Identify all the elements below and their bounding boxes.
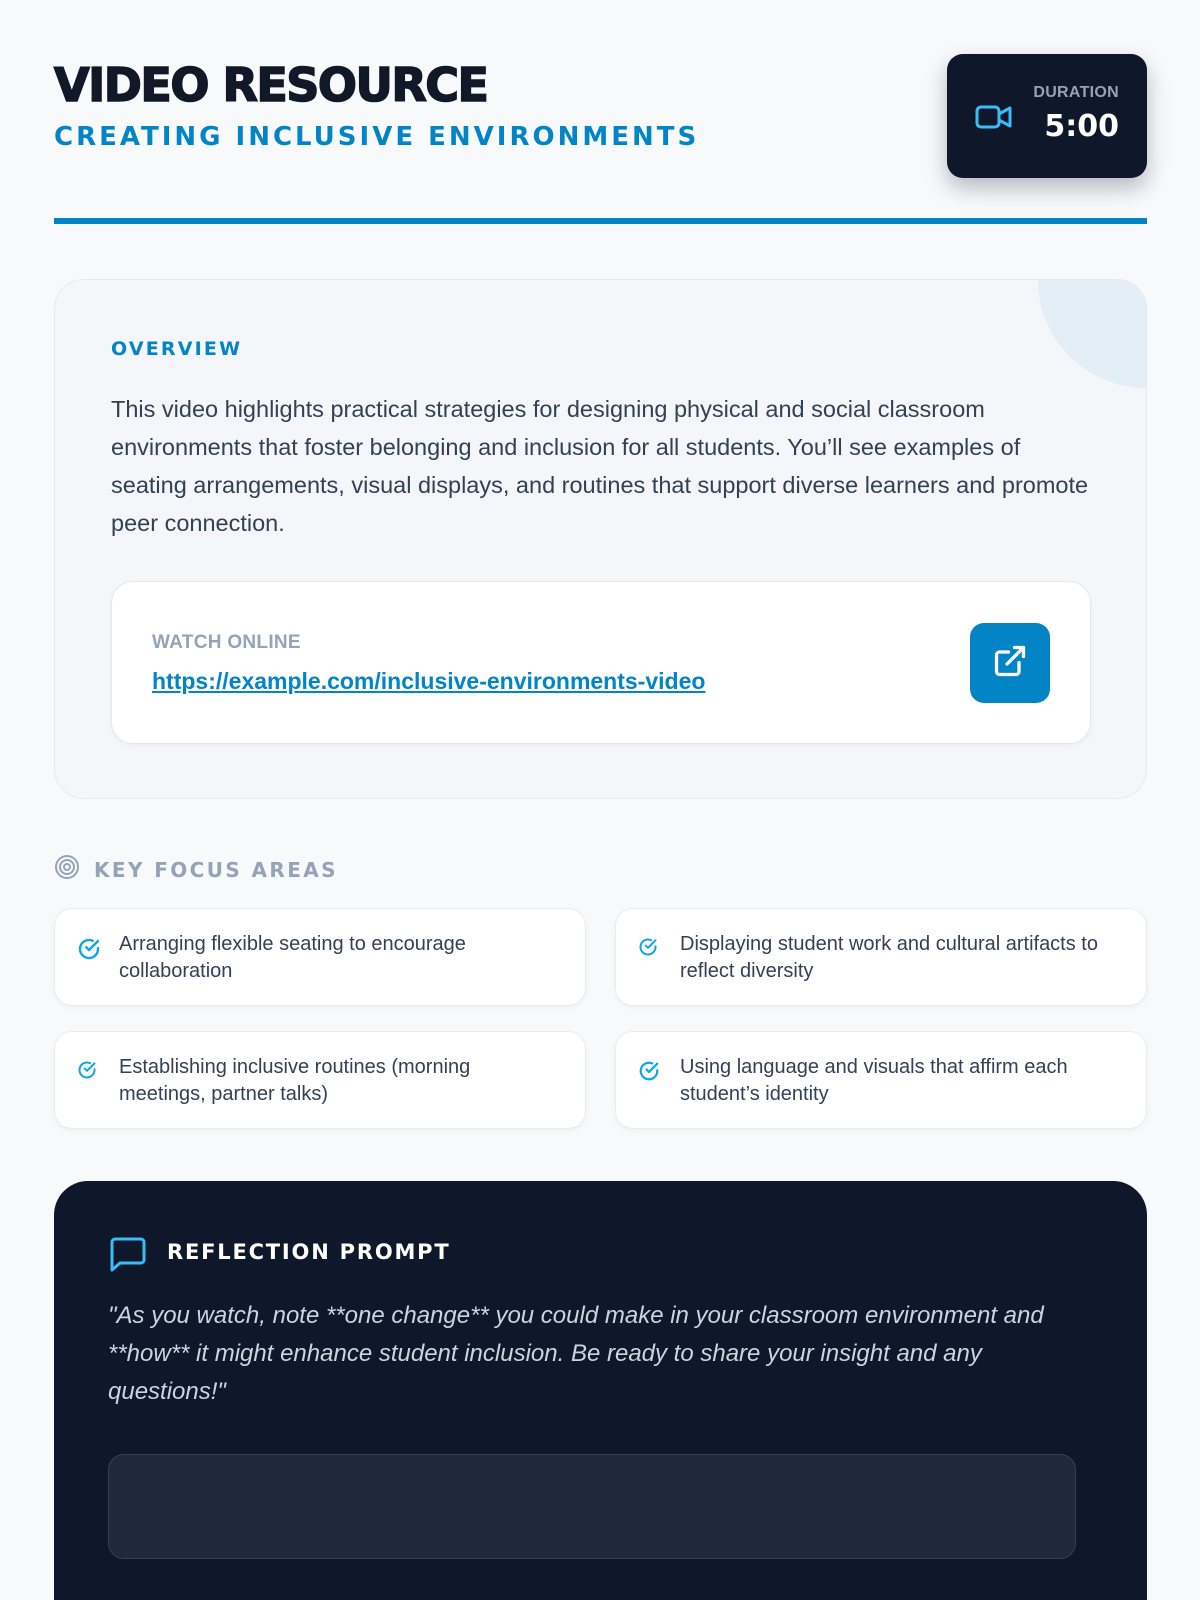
key-focus-heading-text: KEY FOCUS AREAS bbox=[94, 857, 338, 882]
focus-item bbox=[615, 908, 1147, 1006]
duration-label: DURATION bbox=[1033, 84, 1119, 101]
watch-online-label: WATCH ONLINE bbox=[152, 632, 301, 653]
watch-online-box bbox=[111, 581, 1091, 744]
focus-item bbox=[54, 1031, 586, 1129]
page-title: VIDEO RESOURCE bbox=[54, 58, 488, 112]
check-circle-icon bbox=[77, 937, 101, 966]
page bbox=[54, 0, 1147, 1600]
video-link[interactable]: https://example.com/inclusive-environments-video bbox=[152, 668, 706, 694]
header-divider bbox=[54, 218, 1147, 224]
focus-item-text: Arranging flexible seating to encourage collaboration bbox=[119, 933, 466, 982]
open-link-button[interactable] bbox=[970, 623, 1050, 703]
check-circle-icon bbox=[638, 937, 658, 962]
decorative-corner bbox=[1038, 279, 1147, 388]
external-link-icon bbox=[992, 643, 1028, 684]
target-icon bbox=[54, 854, 80, 885]
focus-item bbox=[54, 908, 586, 1006]
reflection-heading: REFLECTION PROMPT bbox=[167, 1240, 451, 1264]
header bbox=[54, 54, 1147, 178]
overview-heading: OVERVIEW bbox=[111, 338, 243, 360]
focus-item-text: Displaying student work and cultural artifacts to reflect diversity bbox=[680, 933, 1098, 982]
check-circle-icon bbox=[638, 1060, 660, 1087]
video-camera-icon bbox=[975, 104, 1013, 135]
overview-card bbox=[54, 279, 1147, 799]
focus-item bbox=[615, 1031, 1147, 1129]
reflection-prompt: "As you watch, note **one change** you could make in your classroom environment and **how** it might enhance student inclusion. Be ready to share your insight and any questions!" bbox=[108, 1302, 1044, 1405]
message-square-icon bbox=[108, 1237, 148, 1278]
key-focus-heading bbox=[54, 854, 338, 885]
overview-body: This video highlights practical strategies for designing physical and social classroom environments that foster belonging and inclusion for all students. You’ll see examples of seating arrangements, visual displays, and routines that support diverse learners and promote peer connection. bbox=[111, 396, 1089, 536]
duration-value: 5:00 bbox=[1044, 109, 1119, 144]
reflection-answer-input[interactable] bbox=[108, 1454, 1076, 1559]
duration-badge bbox=[947, 54, 1147, 178]
page-subtitle: CREATING INCLUSIVE ENVIRONMENTS bbox=[54, 122, 700, 152]
reflection-card bbox=[54, 1181, 1147, 1600]
focus-item-text: Establishing inclusive routines (morning meetings, partner talks) bbox=[119, 1056, 471, 1105]
focus-item-text: Using language and visuals that affirm each student’s identity bbox=[680, 1056, 1068, 1105]
check-circle-icon bbox=[77, 1060, 97, 1085]
